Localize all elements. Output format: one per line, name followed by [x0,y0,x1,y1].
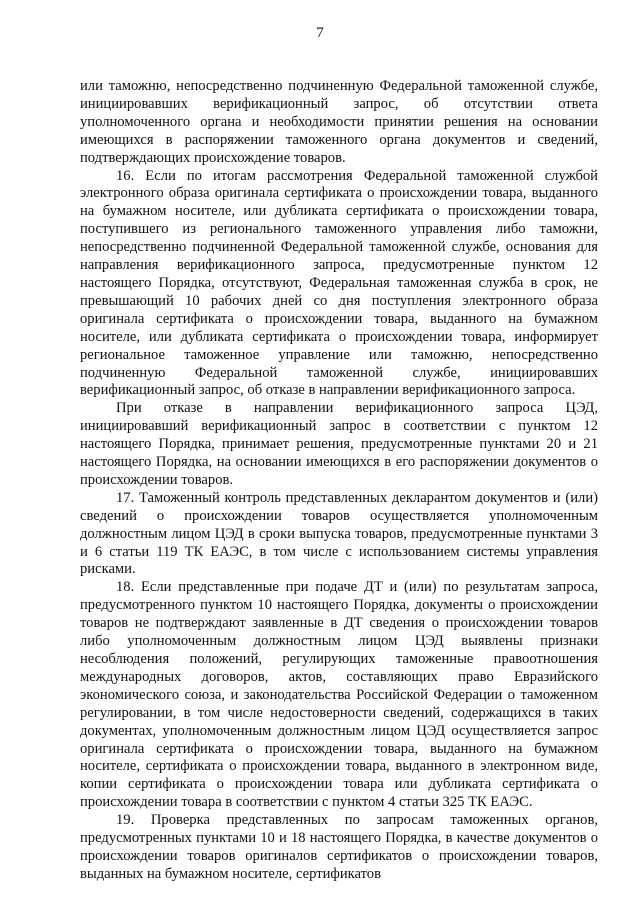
paragraph-19: 19. Проверка представленных по запросам таможенных органов, предусмотренных пунктами 10 и 18 настоящего Порядка, в качестве документов о происхождении товаров оригиналов сертификатов о происхождении товаров, выданных на бумажном носителе, сертификатов [80,812,598,882]
paragraph-continuation: или таможню, непосредственно подчиненную Федеральной таможенной службе, инициировавших верификационный запрос, об отсутствии ответа уполномоченного органа и необходимости принятии решения на основании имеющихся в распоряжении таможенного органа документов и сведений, подтверждающих происхождение товаров. [80,78,598,166]
document-body [80,78,598,884]
paragraph-refusal: При отказе в направлении верификационного запроса ЦЭД, инициировавший верификационный запрос в соответствии с пунктом 12 настоящего Порядка, принимает решения, предусмотренные пунктами 20 и 21 настоящего Порядка, на основании имеющихся в его распоряжении документов о происхождении товаров. [80,400,598,488]
page-number: 7 [316,25,324,41]
paragraph-18: 18. Если представленные при подаче ДТ и (или) по результатам запроса, предусмотренного пунктом 10 настоящего Порядка, документы о происхождении товаров не подтверждают заявленные в ДТ сведения о происхождении товаров либо уполномоченным должностным лицом ЦЭД выявлены признаки несоблюдения положений, регулирующих таможенные правоотношения международных договоров, актов, составляющих право Евразийского экономического союза, и законодательства Российской Федерации о таможенном регулировании, в том числе недостоверности сведений, содержащихся в таких документах, уполномоченным должностным лицом ЦЭД осуществляется запрос оригинала сертификата о происхождении товара, выданного на бумажном носителе, сертификата о происхождении товара, выданного в электронном виде, копии сертификата о происхождении товара или дубликата сертификата о происхождении товара в соответствии с пунктом 4 статьи 325 ТК ЕАЭС. [80,579,598,811]
paragraph-17: 17. Таможенный контроль представленных декларантом документов и (или) сведений о происхождении товаров осуществляется уполномоченным должностным лицом ЦЭД в сроки выпуска товаров, предусмотренные пунктами 3 и 6 статьи 119 ТК ЕАЭС, в том числе с использованием системы управления рисками. [80,489,598,578]
paragraph-16: 16. Если по итогам рассмотрения Федеральной таможенной службой электронного образа оригинала сертификата о происхождении товара, выданного на бумажном носителе, или дубликата сертификата о происхождении товара, поступившего из регионального таможенного управления либо таможни, непосредственно подчиненной Федеральной таможенной службе, основания для направления верификационного запроса, предусмотренные пунктом 12 настоящего Порядка, отсутствуют, Федеральная таможенная служба в срок, не превышающий 10 рабочих дней со дня поступления электронного образа оригинала сертификата о происхождении товара, выданного на бумажном носителе, или дубликата сертификата о происхождении товара, информирует региональное таможенное управление или таможню, непосредственно подчиненную Федеральной таможенной службе, инициировавших верификационный запрос, об отказе в направлении верификационного запроса. [80,167,598,399]
